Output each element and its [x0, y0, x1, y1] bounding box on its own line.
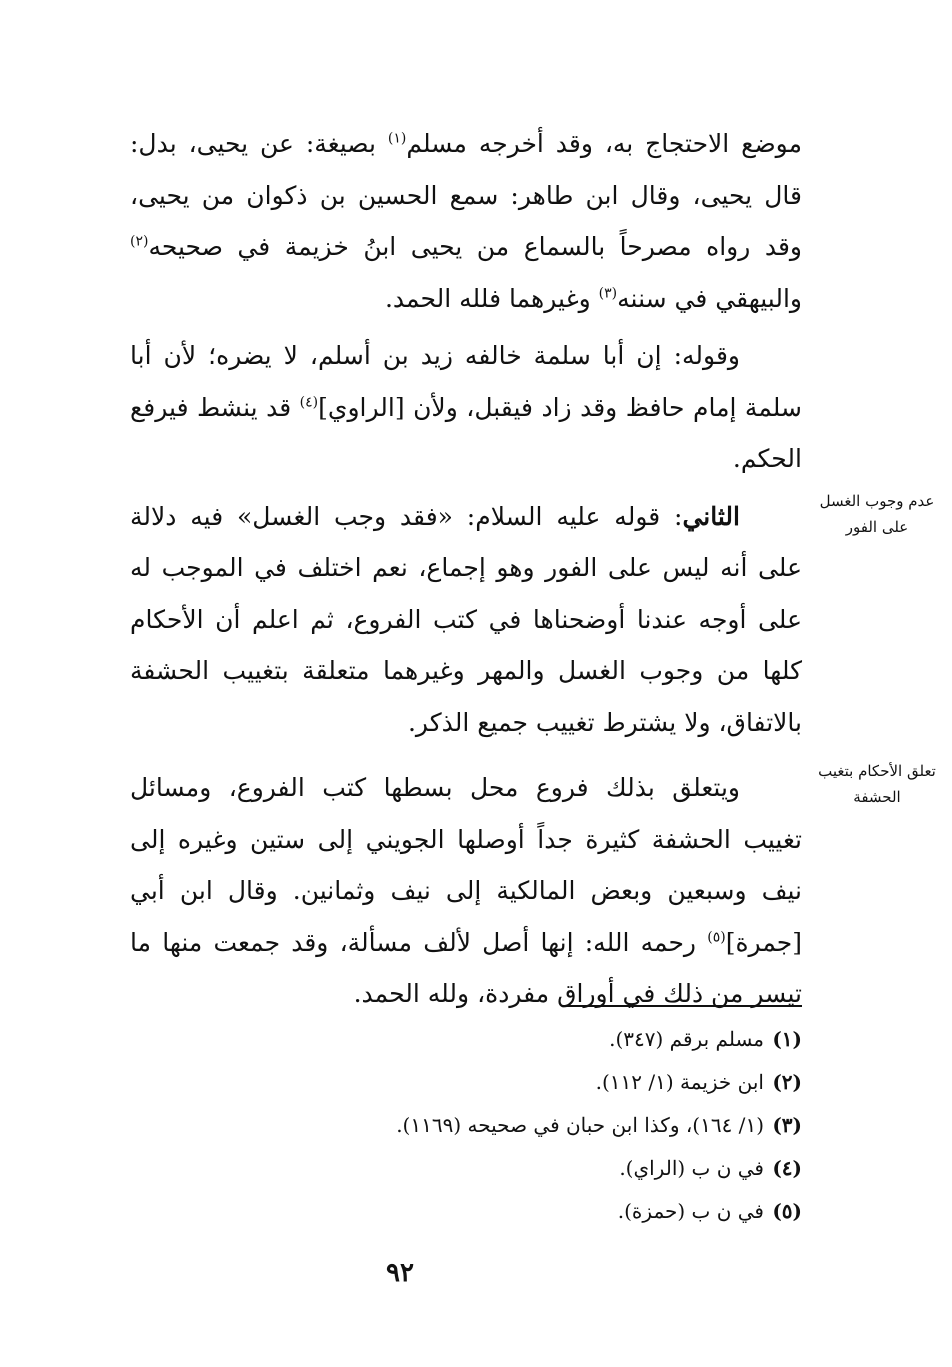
footnote-number: (٥): [772, 1199, 802, 1223]
footnote-number: (٤): [772, 1156, 802, 1180]
footnote-ref-4: (٤): [299, 394, 319, 411]
paragraph-1-text-c: والبيهقي في سننه: [617, 283, 802, 313]
footnote-ref-1: (١): [387, 130, 407, 147]
paragraph-4-text-b: رحمه الله: إنها أصل لألف مسألة، وقد جمعت منها ما تيسر من ذلك في أوراق مفردة، ولله الحمد.: [130, 927, 802, 1008]
paragraph-1-text-d: وغيرهما فلله الحمد.: [384, 283, 599, 313]
footnote-ref-3: (٣): [598, 285, 618, 302]
paragraph-1: [130, 118, 802, 324]
footnote-text: مسلم برقم (٣٤٧).: [609, 1027, 764, 1051]
footnote-number: (١): [772, 1027, 802, 1051]
footnote-item: [130, 1061, 802, 1104]
paragraph-2: [130, 330, 802, 485]
footnote-item: [130, 1018, 802, 1061]
margin-note-rulings: تعلق الأحكام بتغيب الحشفة: [818, 762, 936, 806]
main-text: [130, 118, 802, 1020]
paragraph-2-text-a: وقوله: إن أبا سلمة خالفه زيد بن أسلم، لا يضره؛ لأن أبا سلمة إمام حافظ وقد زاد فيقبل، ولأن [الراوي]: [130, 341, 802, 422]
footnote-item: [130, 1190, 802, 1233]
footnote-ref-2: (٢): [130, 233, 149, 250]
paragraph-2-text-b: قد ينشط فيرفع الحكم.: [130, 392, 802, 473]
footnote-number: (٢): [772, 1070, 802, 1094]
paragraph-3-text: : قوله عليه السلام: «فقد وجب الغسل» فيه دلالة على أنه ليس على الفور وهو إجماع، نعم اختلف في الموجب له على أوجه عندنا أوضحناها في كتب الفروع، ثم اعلم أن الأحكام كلها من وجوب الغسل والمهر وغيرهما متعلقة بتغييب الحشفة بالاتفاق، ولا يشترط تغييب جميع الذكر.: [130, 501, 802, 737]
footnote-item: [130, 1147, 802, 1190]
footnote-text: ابن خزيمة (١/ ١١٢).: [595, 1070, 764, 1094]
paragraph-3: [130, 491, 802, 749]
footnote-text: (١/ ١٦٤)، وكذا ابن حبان في صحيحه (١١٦٩).: [396, 1113, 764, 1137]
footnote-number: (٣): [772, 1113, 802, 1137]
footnote-separator: [562, 1005, 802, 1007]
footnotes-list: [130, 1018, 802, 1233]
footnote-ref-5: (٥): [707, 929, 726, 946]
footnote-text: في ن ب (حمزة).: [617, 1199, 764, 1223]
paragraph-4-text-a: ويتعلق بذلك فروع محل بسطها كتب الفروع، ومسائل تغييب الحشفة كثيرة جداً أوصلها الجويني إلى ستين وغيره إلى نيف وسبعين وبعض المالكية إلى نيف وثمانين. وقال ابن أبي [جمرة]: [130, 773, 802, 957]
paragraph-1-text-a: موضع الاحتجاج به، وقد أخرجه مسلم: [406, 129, 802, 158]
page-number: ٩٢: [386, 1258, 414, 1288]
paragraph-1-text-b: بصيغة: عن يحيى، بدل: قال يحيى، وقال ابن طاهر: سمع الحسين بن ذكوان من يحيى، وقد رواه مصرحاً بالسماع من يحيى ابنُ خزيمة في صحيحه: [130, 129, 802, 261]
paragraph-4: [130, 762, 802, 1020]
footnote-item: [130, 1104, 802, 1147]
footnote-text: في ن ب (الراي).: [619, 1156, 764, 1180]
margin-note-immediacy: عدم وجوب الغسل على الفور: [819, 492, 935, 536]
section-lead-second: الثاني: [682, 501, 740, 531]
